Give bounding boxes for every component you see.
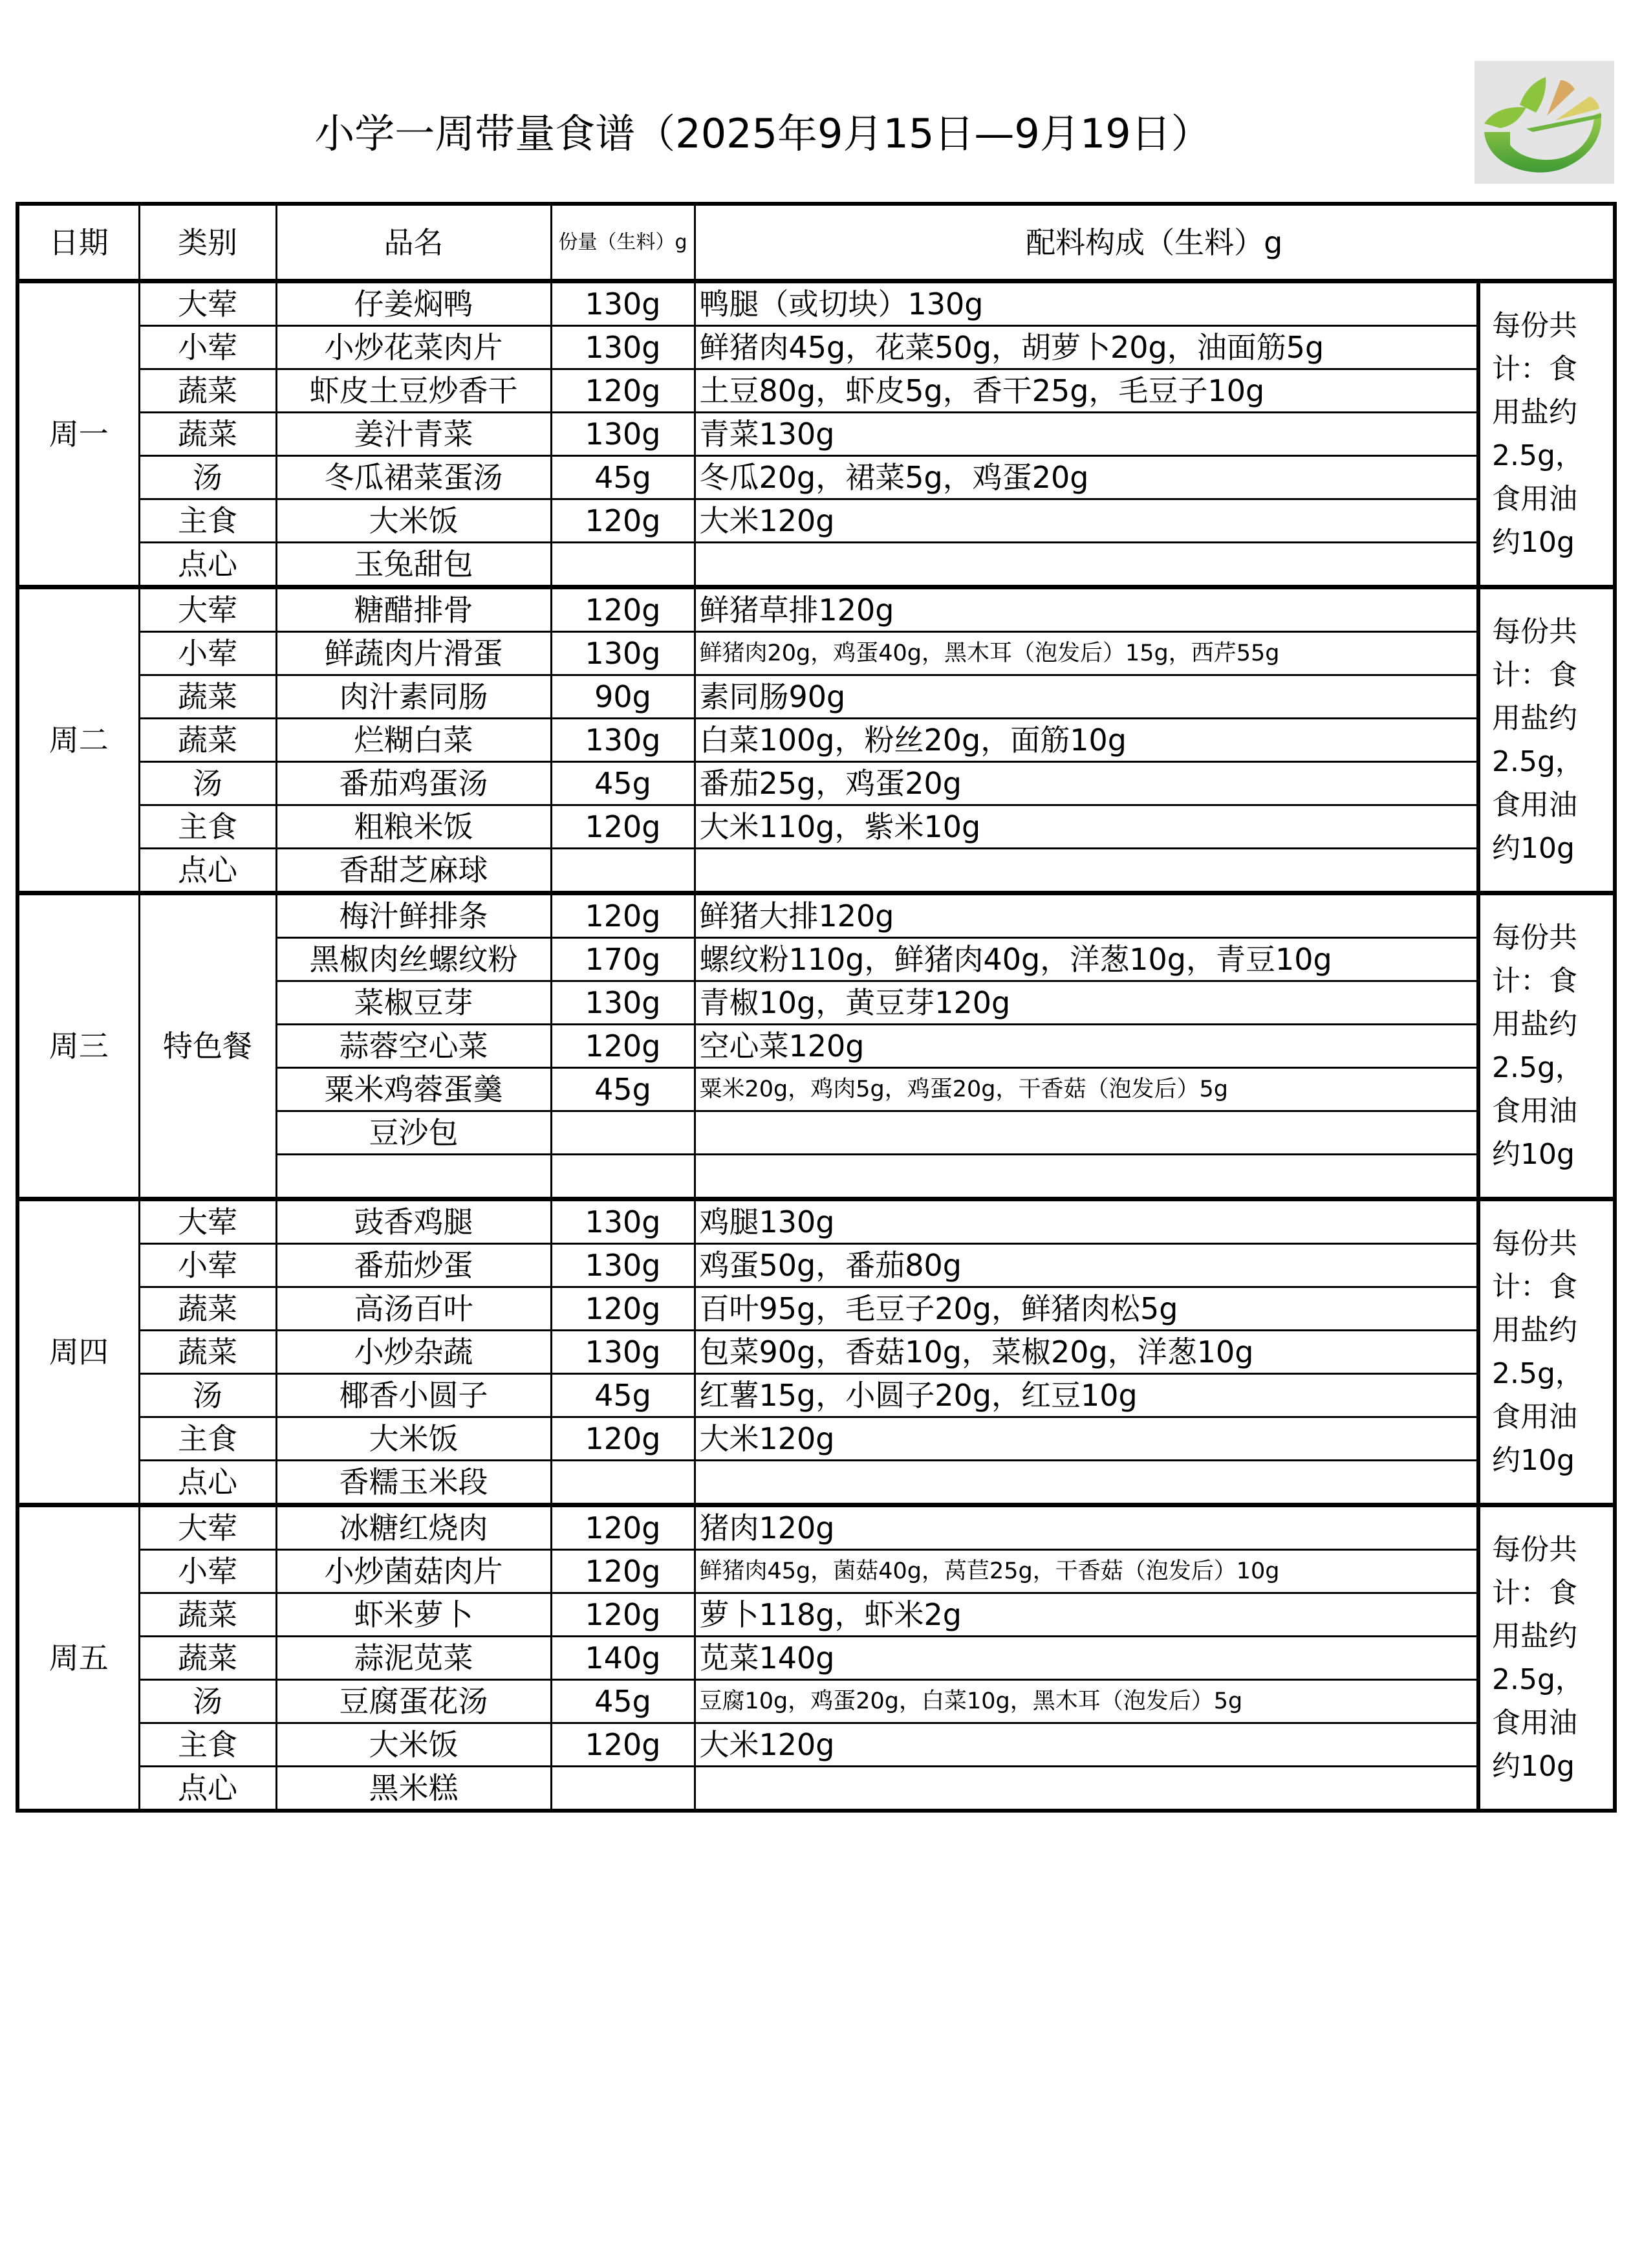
header-ingredients: 配料构成（生料）g xyxy=(695,204,1615,281)
header-day: 日期 xyxy=(17,204,139,281)
ingredients-cell: 番茄25g，鸡蛋20g xyxy=(695,762,1478,805)
dish-name-cell: 椰香小圆子 xyxy=(276,1374,551,1417)
ingredients-cell: 空心菜120g xyxy=(695,1025,1478,1068)
table-row xyxy=(17,499,1615,543)
portion-cell: 130g xyxy=(551,719,695,762)
dish-name-cell: 蒜蓉空心菜 xyxy=(276,1025,551,1068)
category-cell: 蔬菜 xyxy=(139,413,276,456)
dish-name-cell: 大米饭 xyxy=(276,1723,551,1767)
ingredients-cell: 大米120g xyxy=(695,1417,1478,1461)
portion-cell: 120g xyxy=(551,1550,695,1593)
category-cell: 主食 xyxy=(139,499,276,543)
table-row xyxy=(17,456,1615,499)
category-cell: 大荤 xyxy=(139,1505,276,1550)
category-cell: 点心 xyxy=(139,1461,276,1505)
ingredients-cell: 冬瓜20g，裙菜5g，鸡蛋20g xyxy=(695,456,1478,499)
category-cell: 蔬菜 xyxy=(139,1637,276,1680)
ingredients-cell xyxy=(695,1767,1478,1811)
day-group xyxy=(17,1505,1615,1811)
ingredients-cell: 大米120g xyxy=(695,1723,1478,1767)
portion-cell: 45g xyxy=(551,1068,695,1111)
dish-name-cell: 番茄炒蛋 xyxy=(276,1244,551,1287)
ingredients-cell xyxy=(695,1111,1478,1155)
category-cell: 主食 xyxy=(139,805,276,849)
portion-cell: 45g xyxy=(551,1680,695,1723)
ingredients-cell xyxy=(695,1155,1478,1199)
ingredients-cell: 土豆80g，虾皮5g，香干25g，毛豆子10g xyxy=(695,369,1478,413)
day-group xyxy=(17,893,1615,1199)
portion-cell: 130g xyxy=(551,632,695,675)
category-cell: 汤 xyxy=(139,456,276,499)
ingredients-cell: 鲜猪肉20g，鸡蛋40g，黑木耳（泡发后）15g，西芹55g xyxy=(695,632,1478,675)
dish-name-cell xyxy=(276,1155,551,1199)
table-row xyxy=(17,543,1615,587)
header-name: 品名 xyxy=(276,204,551,281)
table-row xyxy=(17,587,1615,632)
category-cell: 特色餐 xyxy=(139,893,276,1199)
portion-cell: 130g xyxy=(551,281,695,326)
day-cell: 周五 xyxy=(17,1505,139,1811)
table-row xyxy=(17,1593,1615,1637)
ingredients-cell xyxy=(695,543,1478,587)
category-cell: 蔬菜 xyxy=(139,675,276,719)
portion-cell: 45g xyxy=(551,1374,695,1417)
table-row xyxy=(17,1417,1615,1461)
dish-name-cell: 番茄鸡蛋汤 xyxy=(276,762,551,805)
ingredients-cell: 大米110g，紫米10g xyxy=(695,805,1478,849)
category-cell: 蔬菜 xyxy=(139,1287,276,1331)
portion-cell: 120g xyxy=(551,893,695,938)
portion-cell: 120g xyxy=(551,805,695,849)
ingredients-cell: 豆腐10g，鸡蛋20g，白菜10g，黑木耳（泡发后）5g xyxy=(695,1680,1478,1723)
category-cell: 主食 xyxy=(139,1417,276,1461)
ingredients-cell: 猪肉120g xyxy=(695,1505,1478,1550)
category-cell: 小荤 xyxy=(139,326,276,369)
category-cell: 点心 xyxy=(139,543,276,587)
portion-cell: 130g xyxy=(551,1331,695,1374)
table-row xyxy=(17,1767,1615,1811)
ingredients-cell: 鸭腿（或切块）130g xyxy=(695,281,1478,326)
portion-cell: 120g xyxy=(551,1505,695,1550)
dish-name-cell: 玉兔甜包 xyxy=(276,543,551,587)
logo xyxy=(1475,61,1614,184)
portion-cell: 120g xyxy=(551,587,695,632)
table-row xyxy=(17,805,1615,849)
header-portion: 份量（生料）g xyxy=(551,204,695,281)
table-row xyxy=(17,1199,1615,1244)
category-cell: 点心 xyxy=(139,1767,276,1811)
dish-name-cell: 肉汁素同肠 xyxy=(276,675,551,719)
portion-cell: 120g xyxy=(551,1723,695,1767)
table-row xyxy=(17,1723,1615,1767)
portion-cell: 90g xyxy=(551,675,695,719)
day-cell: 周三 xyxy=(17,893,139,1199)
nutrition-note-cell: 每份共计：食用盐约2.5g，食用油约10g xyxy=(1478,1199,1615,1505)
ingredients-cell: 鲜猪草排120g xyxy=(695,587,1478,632)
portion-cell: 120g xyxy=(551,369,695,413)
dish-name-cell: 小炒菌菇肉片 xyxy=(276,1550,551,1593)
ingredients-cell: 大米120g xyxy=(695,499,1478,543)
ingredients-cell: 包菜90g，香菇10g，菜椒20g，洋葱10g xyxy=(695,1331,1478,1374)
table-row xyxy=(17,1550,1615,1593)
category-cell: 小荤 xyxy=(139,632,276,675)
ingredients-cell: 萝卜118g，虾米2g xyxy=(695,1593,1478,1637)
bowl-leaf-logo-icon xyxy=(1475,61,1614,184)
ingredients-cell: 红薯15g，小圆子20g，红豆10g xyxy=(695,1374,1478,1417)
dish-name-cell: 黑椒肉丝螺纹粉 xyxy=(276,938,551,981)
day-group xyxy=(17,281,1615,587)
nutrition-note-cell: 每份共计：食用盐约2.5g，食用油约10g xyxy=(1478,587,1615,893)
nutrition-note-cell: 每份共计：食用盐约2.5g，食用油约10g xyxy=(1478,281,1615,587)
category-cell: 汤 xyxy=(139,1680,276,1723)
portion-cell: 130g xyxy=(551,326,695,369)
dish-name-cell: 豉香鸡腿 xyxy=(276,1199,551,1244)
category-cell: 蔬菜 xyxy=(139,719,276,762)
dish-name-cell: 菜椒豆芽 xyxy=(276,981,551,1025)
portion-cell: 45g xyxy=(551,762,695,805)
category-cell: 大荤 xyxy=(139,1199,276,1244)
ingredients-cell: 粟米20g，鸡肉5g，鸡蛋20g，干香菇（泡发后）5g xyxy=(695,1068,1478,1111)
category-cell: 汤 xyxy=(139,762,276,805)
dish-name-cell: 虾皮土豆炒香干 xyxy=(276,369,551,413)
category-cell: 主食 xyxy=(139,1723,276,1767)
dish-name-cell: 香甜芝麻球 xyxy=(276,849,551,893)
portion-cell xyxy=(551,1767,695,1811)
category-cell: 大荤 xyxy=(139,281,276,326)
page-title: 小学一周带量食谱（2025年9月15日—9月19日） xyxy=(314,110,1211,157)
dish-name-cell: 蒜泥苋菜 xyxy=(276,1637,551,1680)
day-cell: 周四 xyxy=(17,1199,139,1505)
table-row xyxy=(17,281,1615,326)
dish-name-cell: 烂糊白菜 xyxy=(276,719,551,762)
day-group xyxy=(17,1199,1615,1505)
ingredients-cell: 鲜猪大排120g xyxy=(695,893,1478,938)
dish-name-cell: 虾米萝卜 xyxy=(276,1593,551,1637)
weekly-menu-table xyxy=(16,202,1617,1813)
dish-name-cell: 粗粮米饭 xyxy=(276,805,551,849)
table-row xyxy=(17,1374,1615,1417)
ingredients-cell xyxy=(695,849,1478,893)
nutrition-note-cell: 每份共计：食用盐约2.5g，食用油约10g xyxy=(1478,1505,1615,1811)
header-category: 类别 xyxy=(139,204,276,281)
day-cell: 周二 xyxy=(17,587,139,893)
ingredients-cell: 素同肠90g xyxy=(695,675,1478,719)
ingredients-cell: 青菜130g xyxy=(695,413,1478,456)
portion-cell xyxy=(551,1461,695,1505)
dish-name-cell: 高汤百叶 xyxy=(276,1287,551,1331)
dish-name-cell: 梅汁鲜排条 xyxy=(276,893,551,938)
portion-cell: 170g xyxy=(551,938,695,981)
portion-cell: 130g xyxy=(551,1199,695,1244)
table-row xyxy=(17,675,1615,719)
table-row xyxy=(17,1637,1615,1680)
portion-cell: 130g xyxy=(551,981,695,1025)
ingredients-cell xyxy=(695,1461,1478,1505)
dish-name-cell: 豆腐蛋花汤 xyxy=(276,1680,551,1723)
category-cell: 大荤 xyxy=(139,587,276,632)
ingredients-cell: 青椒10g，黄豆芽120g xyxy=(695,981,1478,1025)
table-row xyxy=(17,1244,1615,1287)
category-cell: 小荤 xyxy=(139,1244,276,1287)
portion-cell: 45g xyxy=(551,456,695,499)
table-row xyxy=(17,369,1615,413)
category-cell: 汤 xyxy=(139,1374,276,1417)
nutrition-note-cell: 每份共计：食用盐约2.5g，食用油约10g xyxy=(1478,893,1615,1199)
portion-cell: 140g xyxy=(551,1637,695,1680)
portion-cell: 120g xyxy=(551,499,695,543)
category-cell: 点心 xyxy=(139,849,276,893)
portion-cell: 130g xyxy=(551,413,695,456)
table-row xyxy=(17,849,1615,893)
table-row xyxy=(17,1331,1615,1374)
table-row xyxy=(17,1505,1615,1550)
portion-cell: 130g xyxy=(551,1244,695,1287)
ingredients-cell: 螺纹粉110g，鲜猪肉40g，洋葱10g，青豆10g xyxy=(695,938,1478,981)
table-row xyxy=(17,1680,1615,1723)
ingredients-cell: 鸡蛋50g，番茄80g xyxy=(695,1244,1478,1287)
table-row xyxy=(17,326,1615,369)
dish-name-cell: 小炒花菜肉片 xyxy=(276,326,551,369)
dish-name-cell: 大米饭 xyxy=(276,499,551,543)
category-cell: 蔬菜 xyxy=(139,369,276,413)
portion-cell: 120g xyxy=(551,1417,695,1461)
portion-cell: 120g xyxy=(551,1025,695,1068)
ingredients-cell: 白菜100g，粉丝20g，面筋10g xyxy=(695,719,1478,762)
category-cell: 蔬菜 xyxy=(139,1331,276,1374)
dish-name-cell: 姜汁青菜 xyxy=(276,413,551,456)
portion-cell xyxy=(551,543,695,587)
table-row xyxy=(17,1461,1615,1505)
dish-name-cell: 冬瓜裙菜蛋汤 xyxy=(276,456,551,499)
day-group xyxy=(17,587,1615,893)
table-row xyxy=(17,893,1615,938)
dish-name-cell: 冰糖红烧肉 xyxy=(276,1505,551,1550)
dish-name-cell: 小炒杂蔬 xyxy=(276,1331,551,1374)
header-row xyxy=(17,204,1615,281)
category-cell: 蔬菜 xyxy=(139,1593,276,1637)
dish-name-cell: 豆沙包 xyxy=(276,1111,551,1155)
dish-name-cell: 大米饭 xyxy=(276,1417,551,1461)
ingredients-cell: 百叶95g，毛豆子20g，鲜猪肉松5g xyxy=(695,1287,1478,1331)
ingredients-cell: 苋菜140g xyxy=(695,1637,1478,1680)
table-row xyxy=(17,719,1615,762)
ingredients-cell: 鲜猪肉45g，菌菇40g，莴苣25g，干香菇（泡发后）10g xyxy=(695,1550,1478,1593)
ingredients-cell: 鸡腿130g xyxy=(695,1199,1478,1244)
dish-name-cell: 糖醋排骨 xyxy=(276,587,551,632)
portion-cell xyxy=(551,1155,695,1199)
table-row xyxy=(17,632,1615,675)
portion-cell: 120g xyxy=(551,1593,695,1637)
dish-name-cell: 香糯玉米段 xyxy=(276,1461,551,1505)
table-row xyxy=(17,413,1615,456)
table-row xyxy=(17,762,1615,805)
portion-cell xyxy=(551,1111,695,1155)
dish-name-cell: 仔姜焖鸭 xyxy=(276,281,551,326)
dish-name-cell: 鲜蔬肉片滑蛋 xyxy=(276,632,551,675)
dish-name-cell: 黑米糕 xyxy=(276,1767,551,1811)
table-row xyxy=(17,1287,1615,1331)
portion-cell xyxy=(551,849,695,893)
day-cell: 周一 xyxy=(17,281,139,587)
category-cell: 小荤 xyxy=(139,1550,276,1593)
dish-name-cell: 粟米鸡蓉蛋羹 xyxy=(276,1068,551,1111)
portion-cell: 120g xyxy=(551,1287,695,1331)
ingredients-cell: 鲜猪肉45g，花菜50g，胡萝卜20g，油面筋5g xyxy=(695,326,1478,369)
